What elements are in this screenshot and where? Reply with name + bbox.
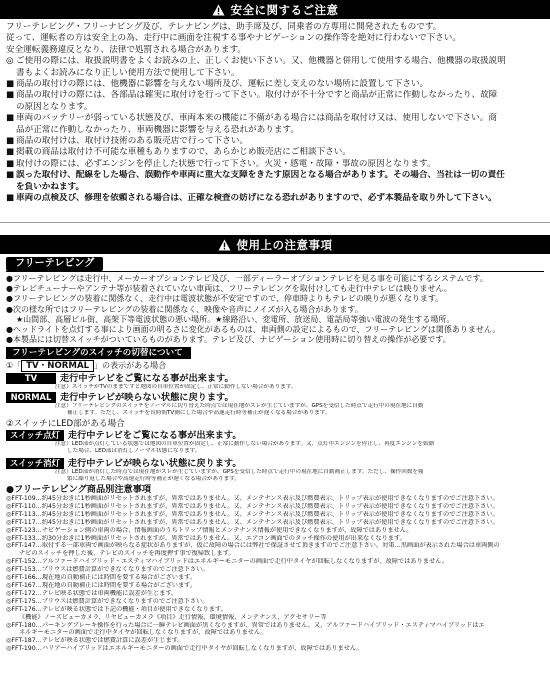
usage-line: ●ヘッドライトを点灯する事により画面の明るさに変化があるものは、車両側の設定によるもので、フリーテレビングは関係ありません。 [6,325,501,335]
product-note: ◎FFT-152…アルファードハイブリッド・エスティマハイブリッドはエネルギーモニターの画面で走行中タイヤが回転しなくなりますが、故障ではありません。 [6,558,448,566]
switch-title: フリーテレビングのスイッチの切替について [6,347,191,359]
normal-tag: NORMAL [6,392,56,403]
product-note: ◎FFT-166…現在地の自動補正には時間を要する場合がございます。 [6,574,197,582]
warning-icon [212,4,225,16]
product-note: ◎FFT-187…テレビが映る状態では燃費計算に誤差が生じます。 [6,637,184,645]
usage-line: ●次の様な所ではフリーテレビングの装着に関係なく、映像や音声にノイズが入る場合があります。 [6,304,363,314]
product-note: ◎FFT-172…テレビ映る状態では車両機能に誤差が生じます。 [6,589,178,597]
product-note: ◎FFT-133…約30分おきに1秒画面がリセットされますが、異常ではありません。又、エアコン画面でのタッチ操作の使用が出来なくなります。 [6,534,406,542]
bullet-icon: ■ [6,113,15,124]
safety-item: を負いかねます。 [16,181,85,192]
tv-tag: TV [6,373,56,384]
case1-suffix: 」の表示がある場合 [94,361,167,371]
safety-intro-line: フリーテレビング・フリーナビング及び、テレナビングは、助手席及び、同乗者の方専用に開発されたものです。 [6,22,442,32]
safety-section [0,19,550,218]
safety-header [0,0,550,19]
safety-item-text: 商品の取付けの際には、各部品は確実に取付けを行って下さい。取付けが不十分ですと商品が正常に作動しなかったり、故障 [16,90,498,101]
product-note: ◎FFT-110…約45分おきに1秒画面がリセットされますが、異常ではありません。又、メンテナンス表示及び燃費表示、トリップ表示が使用できなくなりますのでご注意下さい。 [6,502,499,510]
usage-line: ●テレビチューナーやアンテナ等が装着されていない車両は、フリーテレビングを取付けしても走行中テレビは映りません。 [6,284,452,294]
product-note: ◎FFT-190…ハリアーハイブリッドはエネルギーモニターの画面で走行中タイヤが回転しなくなりますが、故障ではありません。 [6,645,363,653]
safety-item [6,79,544,90]
normal-note: 注意）フリーテレビングのスイッチをノーマルに切り替えた時点では現在地がズレが生じていますが、GPSを受信した時点で走行中の現在地に自動 [55,402,424,409]
tv-text: 走行中テレビをご覧になる事が出来ます。 [60,372,234,384]
product-note: ◎FFT-153…プリウスは燃費計算ができなくなりますのでご注意下さい。 [6,566,209,574]
tv-mode-row [6,373,544,384]
safety-item: 書もよくお読みになり正しい使用方法で使用して下さい。 [16,67,240,78]
product-note: ◎FFT-123…ナビゲーション側の車両の場合、情報画面のうちトリップ情報とメンテナンス情報が使用できなくなりますが、故障ではありません。 [6,526,413,534]
usage-heading: 使用上の注意事項 [236,237,333,252]
product-note: 《機能》ノーズビューカメラ、リヤビューカメラ《項目》走行情報、環境情報、メンテナンス、アクセサリー等 [19,613,327,621]
product-note: ◎FFT-117…約45分おきに1秒画面がリセットされますが、異常ではありません。又、メンテナンス表示及び燃費表示、トリップ表示が使用できなくなりますのでご注意下さい。 [6,518,499,526]
switch-off-note: 繁に繰り返した場合や高速走行時等補正が遅くなる場合があります。 [67,475,240,482]
product-note: ◎FFT-167…現在地の自動補正には時間を要する場合がございます。 [6,582,197,589]
safety-item-text: 商品の取付けは、取付け技術のある販売店で行って下さい。 [16,136,249,147]
usage-lines [6,274,544,345]
bullet-icon: ■ [6,158,15,169]
section-title-row [6,257,544,272]
normal-note: 補正します。ただし、スイッチを長時間TV側にした場合や高速走行時等補正が遅くなる場合があります。 [67,409,331,416]
safety-item [6,136,544,147]
safety-item [6,90,544,101]
switch-on-note: した場合、LED部は消灯しノーマル状態になります。 [67,447,201,454]
safety-item-text: 取付けの際には、必ずエンジンを停止した状態で行って下さい。火災・感電・故障・事故の原因となります。 [16,158,436,169]
safety-item [6,159,544,170]
case2-title: ②スイッチにLED部がある場合 [6,418,125,429]
case1-title [6,361,544,371]
safety-item: 品が正常に作動しなかったり、車両機器に影響を与える恐れがあります。 [16,124,299,135]
switch-off-text: 走行中テレビが映らない状態に戻ります。 [67,457,242,469]
switch-off-tag: スイッチ消灯 [6,458,64,469]
product-note: ◎FFT-176…テレビが映る状態では下記の機能・項目が使用できなくなります。 [6,605,227,613]
bullet-icon: ■ [6,136,15,147]
safety-intro-line: 従って、運転者の方は安全上の為、走行中に画面を注視する事やナビゲーションの操作等を絶対に行わないで下さい。 [6,33,461,44]
section-title: フリーテレビング [6,257,103,271]
product-note: ◎FFT-109…約45分おきに1秒画面がリセットされますが、異常ではありません。又、メンテナンス表示及び燃費表示、トリップ表示が使用できなくなりますのでご注意下さい。 [6,495,499,503]
bullet-icon: ■ [6,147,15,158]
safety-heading: 安全に関するご注意 [230,2,339,17]
safety-item: の原因となります。 [16,101,93,112]
usage-line: ●フリーテレビングは走行中、メーカーオプションテレビ及び、一部ディーラーオプションテレビを見る事を可能にするシステムです。 [6,274,488,283]
usage-line: ●フリーテレビングの装着に関係なく、走行中は電波状態が不安定ですので、停車時よりもテレビの映りが悪くなります。 [6,294,444,304]
safety-item-text: 誤った取付け、配線をした場合、誤動作や車両に重大な支障をきたす原因となる場合があります。その場合、当社は一切の責任 [16,170,505,181]
product-note: ◎FFT-113…約45分おきに1秒画面がリセットされますが、異常ではありません。又、メンテナンス表示及び燃費表示、トリップ表示が使用できなくなりますのでご注意下さい。 [6,510,499,518]
safety-items [6,56,544,204]
normal-mode-row [6,392,544,403]
safety-item [6,147,544,158]
safety-item [6,170,544,181]
switch-on-tag: スイッチ点灯 [6,430,64,441]
warning-icon [218,239,231,251]
safety-item-text: 掲載の商品は取付け不可能な車種もありますので、あらかじめ販売店にご相談下さい。 [16,147,351,158]
product-notes-list [6,495,544,653]
safety-intro-line: 安全運転義務違反となり、法律で処罰される場合があります。 [6,44,246,55]
product-note: ◎FFT-175…プリウスは燃費計算ができなくなりますのでご注意下さい。 [6,597,209,605]
usage-section [0,254,550,653]
switch-on-row [6,430,544,441]
usage-line: ●本製品には切替スイッチがついているものがあります。テレビ及び、ナビゲーション使用時に切り替えの操作が必要です。 [6,335,451,345]
section-divider [0,222,550,235]
switch-on-text: 走行中テレビをご覧になる事が出来ます。 [67,429,242,441]
product-note: ◎FFT-147…取付する一部車両で画面が映らなる症状がありますが、仮に故障の場合には弊社で保証させて頂きますのでご注意下さい。対策…黒画面が表示された場合は車両側の [6,542,500,550]
bullet-icon: ■ [6,90,15,101]
bullet-icon: ■ [6,170,15,181]
switch-off-row [6,458,544,469]
switch-on-note: 注意）LED部が点灯している状態では地図の自車位置が固定し、正常に動作しない場合があります。又、点灯中エンジンを停止し、再度エンジンを始動 [55,440,435,447]
usage-header [0,235,550,254]
product-note: ネルギーモニターの画面で走行中タイヤが回転しなくなりますが、故障ではありません。 [19,629,267,637]
normal-text: 走行中テレビが映らない状態に戻ります。 [60,391,234,403]
safety-item-text: 商品の取付けの際には、他機器に影響を与えない場所及び、運転に差し支えのない場所に設置して下さい。 [16,79,429,90]
tv-note: 注意）スイッチがTVのままですと地図の自車位置が固定し、正常に動作しない場合があります。 [55,383,297,390]
safety-item [6,113,544,124]
bullet-icon: ■ [6,193,15,204]
bullet-icon: ■ [6,79,15,90]
safety-item [6,56,544,67]
case1-prefix: ①「 [6,361,22,371]
safety-item [6,193,544,204]
product-note: ナビのスイッチを押した後、テレビのスイッチを再度押す事で復帰致します。 [19,550,235,558]
product-note: ◎FFT-180…パーキングブレーキ操作を行った場合に一瞬テレビ画面が黒くなりますが、異常ではありません。又、アルファードハイブリッド・エスティマハイブリッドはエ [6,621,485,629]
bullet-icon: ◎ [6,56,14,67]
usage-line: ★山間部、高層ビル街、高架下等電波状態の悪い場所。★線路沿い、変電所、放送局、電話局等強い電波の発生する場所。 [16,314,455,324]
safety-item-text: 車両のバッテリーが弱っている状態及び、車両本来の機能に不備がある場合には商品を取付け又は、使用しないで下さい。商 [16,113,497,124]
case1-label: TV・NORMAL [21,360,94,372]
switch-off-note: 注意）LED部が消灯した時点では現在地がズレが生じていますが、GPSを受信した時点で走行中の現在地に自動補正します。ただし、操作回数を頻 [55,468,424,475]
product-notes-title: ●フリーテレビング商品別注意事項 [6,483,152,495]
safety-item-text: 車両の点検及び、修理を依頼される場合は、正確な検査の妨げになる恐れがありますので、必ず本製品を取り外して下さい。 [16,193,497,204]
safety-item-text: ご使用の際には、取扱説明書をよくお読みの上、正しくお使い下さい。又、他機器と併用して使用する場合、他機器の取扱説明 [16,56,506,67]
